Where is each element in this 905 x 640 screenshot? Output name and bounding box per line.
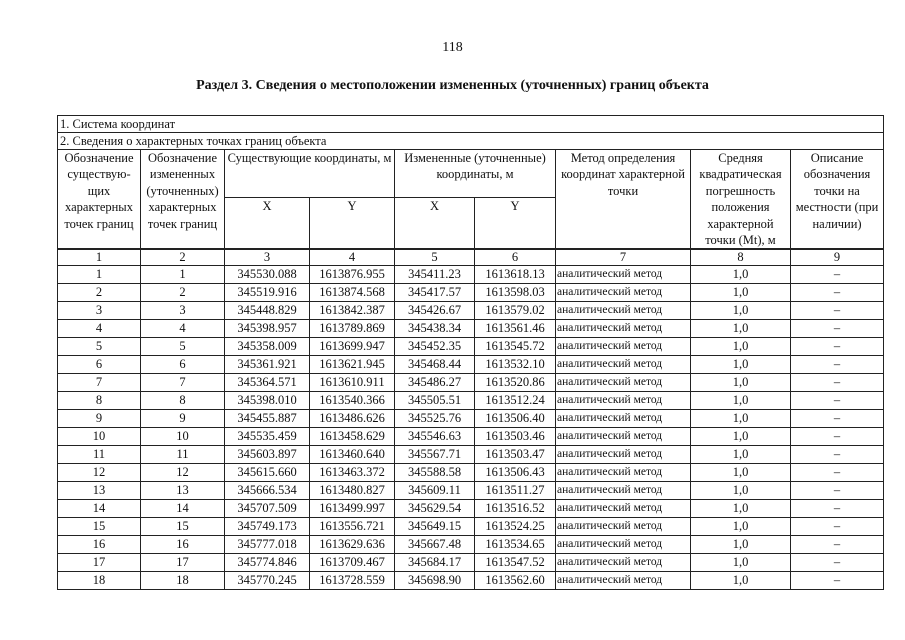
existing-point-id: 12 — [58, 464, 141, 482]
column-number: 4 — [310, 249, 395, 266]
table-row — [58, 392, 884, 410]
column-number: 6 — [475, 249, 556, 266]
column-number-row — [58, 249, 884, 266]
existing-y: 1613540.366 — [310, 392, 395, 410]
table-row — [58, 284, 884, 302]
table-row — [58, 536, 884, 554]
table-body — [58, 116, 884, 590]
changed-y: 1613545.72 — [475, 338, 556, 356]
column-number: 3 — [225, 249, 310, 266]
existing-y: 1613629.636 — [310, 536, 395, 554]
changed-x: 345468.44 — [395, 356, 475, 374]
changed-point-id: 2 — [141, 284, 225, 302]
error-cell: 1,0 — [691, 284, 791, 302]
changed-y: 1613524.25 — [475, 518, 556, 536]
changed-point-id: 13 — [141, 482, 225, 500]
existing-x: 345519.916 — [225, 284, 310, 302]
table-row — [58, 464, 884, 482]
description-cell: – — [791, 572, 884, 590]
changed-x: 345417.57 — [395, 284, 475, 302]
existing-y: 1613876.955 — [310, 266, 395, 284]
existing-x: 345707.509 — [225, 500, 310, 518]
existing-y: 1613699.947 — [310, 338, 395, 356]
changed-x: 345698.90 — [395, 572, 475, 590]
method-cell: аналитический метод — [556, 284, 691, 302]
description-cell: – — [791, 392, 884, 410]
existing-x: 345603.897 — [225, 446, 310, 464]
column-number: 5 — [395, 249, 475, 266]
description-cell: – — [791, 374, 884, 392]
changed-x: 345609.11 — [395, 482, 475, 500]
changed-x: 345452.35 — [395, 338, 475, 356]
table-row — [58, 338, 884, 356]
existing-point-id: 7 — [58, 374, 141, 392]
changed-point-id: 17 — [141, 554, 225, 572]
method-cell: аналитический метод — [556, 536, 691, 554]
changed-x: 345629.54 — [395, 500, 475, 518]
existing-y: 1613874.568 — [310, 284, 395, 302]
description-cell: – — [791, 284, 884, 302]
description-cell: – — [791, 356, 884, 374]
changed-point-id: 6 — [141, 356, 225, 374]
existing-point-id: 13 — [58, 482, 141, 500]
error-cell: 1,0 — [691, 392, 791, 410]
method-cell: аналитический метод — [556, 320, 691, 338]
header-changed-coords: Измененные (уточненные) координаты, м — [395, 150, 556, 198]
description-cell: – — [791, 518, 884, 536]
changed-x: 345546.63 — [395, 428, 475, 446]
changed-y: 1613511.27 — [475, 482, 556, 500]
changed-point-id: 14 — [141, 500, 225, 518]
description-cell: – — [791, 446, 884, 464]
method-cell: аналитический метод — [556, 500, 691, 518]
error-cell: 1,0 — [691, 572, 791, 590]
existing-point-id: 10 — [58, 428, 141, 446]
changed-point-id: 8 — [141, 392, 225, 410]
error-cell: 1,0 — [691, 536, 791, 554]
existing-x: 345398.957 — [225, 320, 310, 338]
coord-system-row — [58, 116, 884, 133]
table-row — [58, 320, 884, 338]
changed-point-id: 3 — [141, 302, 225, 320]
changed-y: 1613503.46 — [475, 428, 556, 446]
table-row — [58, 428, 884, 446]
changed-x: 345684.17 — [395, 554, 475, 572]
method-cell: аналитический метод — [556, 356, 691, 374]
method-cell: аналитический метод — [556, 572, 691, 590]
existing-x: 345398.010 — [225, 392, 310, 410]
section-title: Раздел 3. Сведения о местоположении измененных (уточненных) границ объекта — [196, 78, 709, 93]
changed-y: 1613503.47 — [475, 446, 556, 464]
header-error: Средняя квадратическая погрешность положения характерной точки (Mt), м — [691, 150, 791, 250]
error-cell: 1,0 — [691, 374, 791, 392]
changed-y: 1613532.10 — [475, 356, 556, 374]
existing-x: 345455.887 — [225, 410, 310, 428]
description-cell: – — [791, 266, 884, 284]
existing-point-id: 9 — [58, 410, 141, 428]
error-cell: 1,0 — [691, 338, 791, 356]
table-row — [58, 518, 884, 536]
changed-point-id: 11 — [141, 446, 225, 464]
error-cell: 1,0 — [691, 500, 791, 518]
header-y-existing: Y — [310, 197, 395, 249]
existing-y: 1613486.626 — [310, 410, 395, 428]
error-cell: 1,0 — [691, 356, 791, 374]
description-cell: – — [791, 410, 884, 428]
table-row — [58, 302, 884, 320]
existing-y: 1613610.911 — [310, 374, 395, 392]
changed-x: 345567.71 — [395, 446, 475, 464]
existing-point-id: 6 — [58, 356, 141, 374]
table-row — [58, 446, 884, 464]
description-cell: – — [791, 500, 884, 518]
existing-point-id: 11 — [58, 446, 141, 464]
changed-point-id: 16 — [141, 536, 225, 554]
existing-x: 345535.459 — [225, 428, 310, 446]
changed-y: 1613506.40 — [475, 410, 556, 428]
existing-y: 1613842.387 — [310, 302, 395, 320]
method-cell: аналитический метод — [556, 392, 691, 410]
points-info-label: 2. Сведения о характерных точках границ объекта — [58, 133, 884, 150]
table-row — [58, 356, 884, 374]
coord-system-label: 1. Система координат — [58, 116, 884, 133]
boundary-points-table — [57, 115, 884, 590]
existing-x: 345615.660 — [225, 464, 310, 482]
changed-y: 1613618.13 — [475, 266, 556, 284]
existing-x: 345361.921 — [225, 356, 310, 374]
existing-y: 1613458.629 — [310, 428, 395, 446]
description-cell: – — [791, 428, 884, 446]
changed-point-id: 4 — [141, 320, 225, 338]
changed-point-id: 18 — [141, 572, 225, 590]
existing-x: 345749.173 — [225, 518, 310, 536]
existing-x: 345448.829 — [225, 302, 310, 320]
existing-x: 345777.018 — [225, 536, 310, 554]
method-cell: аналитический метод — [556, 482, 691, 500]
changed-x: 345438.34 — [395, 320, 475, 338]
changed-point-id: 15 — [141, 518, 225, 536]
table-row — [58, 374, 884, 392]
header-changed-points: Обозначение измененных (уточненных) характерных точек границ — [141, 150, 225, 250]
error-cell: 1,0 — [691, 302, 791, 320]
error-cell: 1,0 — [691, 482, 791, 500]
error-cell: 1,0 — [691, 428, 791, 446]
error-cell: 1,0 — [691, 518, 791, 536]
existing-x: 345530.088 — [225, 266, 310, 284]
existing-x: 345666.534 — [225, 482, 310, 500]
header-row-top — [58, 150, 884, 198]
method-cell: аналитический метод — [556, 266, 691, 284]
changed-point-id: 1 — [141, 266, 225, 284]
changed-point-id: 9 — [141, 410, 225, 428]
existing-y: 1613460.640 — [310, 446, 395, 464]
existing-x: 345358.009 — [225, 338, 310, 356]
existing-point-id: 1 — [58, 266, 141, 284]
header-y-changed: Y — [475, 197, 556, 249]
changed-y: 1613579.02 — [475, 302, 556, 320]
table-row — [58, 500, 884, 518]
header-description: Описание обозначения точки на местности (при наличии) — [791, 150, 884, 250]
existing-x: 345364.571 — [225, 374, 310, 392]
table-row — [58, 482, 884, 500]
existing-y: 1613728.559 — [310, 572, 395, 590]
existing-point-id: 17 — [58, 554, 141, 572]
existing-y: 1613621.945 — [310, 356, 395, 374]
changed-y: 1613506.43 — [475, 464, 556, 482]
description-cell: – — [791, 464, 884, 482]
existing-point-id: 5 — [58, 338, 141, 356]
column-number: 1 — [58, 249, 141, 266]
changed-x: 345486.27 — [395, 374, 475, 392]
changed-x: 345411.23 — [395, 266, 475, 284]
changed-y: 1613516.52 — [475, 500, 556, 518]
existing-y: 1613499.997 — [310, 500, 395, 518]
changed-point-id: 5 — [141, 338, 225, 356]
method-cell: аналитический метод — [556, 374, 691, 392]
existing-point-id: 16 — [58, 536, 141, 554]
changed-y: 1613512.24 — [475, 392, 556, 410]
changed-x: 345426.67 — [395, 302, 475, 320]
description-cell: – — [791, 302, 884, 320]
table-row — [58, 554, 884, 572]
column-number: 9 — [791, 249, 884, 266]
changed-y: 1613534.65 — [475, 536, 556, 554]
existing-x: 345770.245 — [225, 572, 310, 590]
header-existing-points: Обозначение существую-щих характерных точек границ — [58, 150, 141, 250]
method-cell: аналитический метод — [556, 518, 691, 536]
header-x-changed: X — [395, 197, 475, 249]
description-cell: – — [791, 320, 884, 338]
changed-x: 345505.51 — [395, 392, 475, 410]
existing-point-id: 8 — [58, 392, 141, 410]
method-cell: аналитический метод — [556, 410, 691, 428]
changed-x: 345525.76 — [395, 410, 475, 428]
points-info-row — [58, 133, 884, 150]
column-number: 8 — [691, 249, 791, 266]
existing-y: 1613789.869 — [310, 320, 395, 338]
changed-y: 1613547.52 — [475, 554, 556, 572]
description-cell: – — [791, 536, 884, 554]
changed-y: 1613598.03 — [475, 284, 556, 302]
table-row — [58, 266, 884, 284]
column-number: 2 — [141, 249, 225, 266]
description-cell: – — [791, 554, 884, 572]
description-cell: – — [791, 482, 884, 500]
error-cell: 1,0 — [691, 320, 791, 338]
error-cell: 1,0 — [691, 410, 791, 428]
method-cell: аналитический метод — [556, 338, 691, 356]
existing-x: 345774.846 — [225, 554, 310, 572]
error-cell: 1,0 — [691, 446, 791, 464]
existing-y: 1613463.372 — [310, 464, 395, 482]
existing-point-id: 3 — [58, 302, 141, 320]
method-cell: аналитический метод — [556, 464, 691, 482]
changed-x: 345667.48 — [395, 536, 475, 554]
existing-point-id: 15 — [58, 518, 141, 536]
header-existing-coords: Существующие координаты, м — [225, 150, 395, 198]
method-cell: аналитический метод — [556, 554, 691, 572]
changed-point-id: 7 — [141, 374, 225, 392]
changed-y: 1613561.46 — [475, 320, 556, 338]
changed-x: 345588.58 — [395, 464, 475, 482]
existing-point-id: 14 — [58, 500, 141, 518]
table-row — [58, 410, 884, 428]
existing-y: 1613556.721 — [310, 518, 395, 536]
existing-y: 1613709.467 — [310, 554, 395, 572]
existing-point-id: 4 — [58, 320, 141, 338]
page-number: 118 — [442, 40, 463, 55]
changed-y: 1613520.86 — [475, 374, 556, 392]
error-cell: 1,0 — [691, 266, 791, 284]
header-method: Метод определения координат характерной точки — [556, 150, 691, 250]
changed-x: 345649.15 — [395, 518, 475, 536]
changed-point-id: 10 — [141, 428, 225, 446]
column-number: 7 — [556, 249, 691, 266]
method-cell: аналитический метод — [556, 428, 691, 446]
changed-point-id: 12 — [141, 464, 225, 482]
description-cell: – — [791, 338, 884, 356]
table-row — [58, 572, 884, 590]
changed-y: 1613562.60 — [475, 572, 556, 590]
error-cell: 1,0 — [691, 554, 791, 572]
existing-point-id: 18 — [58, 572, 141, 590]
method-cell: аналитический метод — [556, 302, 691, 320]
existing-y: 1613480.827 — [310, 482, 395, 500]
error-cell: 1,0 — [691, 464, 791, 482]
header-x-existing: X — [225, 197, 310, 249]
method-cell: аналитический метод — [556, 446, 691, 464]
existing-point-id: 2 — [58, 284, 141, 302]
